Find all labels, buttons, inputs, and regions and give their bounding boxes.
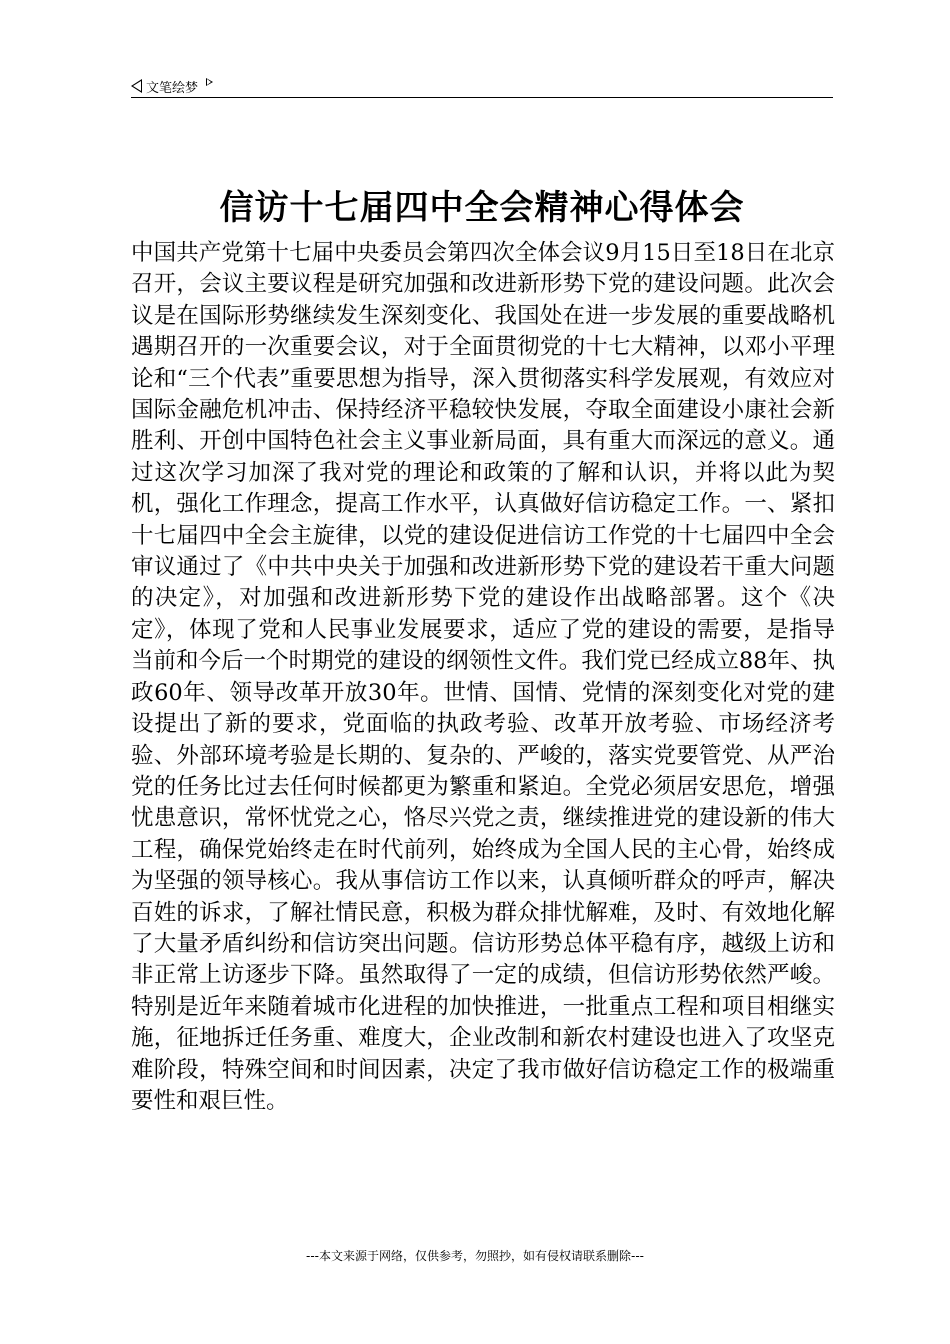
document-title: 信访十七届四中全会精神心得体会 xyxy=(219,188,745,228)
triangle-right-icon xyxy=(206,78,213,86)
header-divider xyxy=(131,97,833,98)
page-header xyxy=(131,74,833,98)
triangle-left-icon xyxy=(131,79,142,93)
header-brand: 文笔绘梦 xyxy=(146,80,199,96)
document-body: 中国共产党第十七届中央委员会第四次全体会议9月15日至18日在北京召开，会议主要议程是研究加强和改进新形势下党的建设问题。此次会议是在国际形势继续发生深刻变化、我国处在进一步发展的重要战略机遇期召开的一次重要会议，对于全面贯彻党的十七大精神，以邓小平理论和“三个代表”重要思想为指导，深入贯彻落实科学发展观，有效应对国际金融危机冲击、保持经济平稳较快发展，夺取全面建设小康社会新胜利、开创中国特色社会主义事业新局面，具有重大而深远的意义。通过这次学习加深了我对党的理论和政策的了解和认识，并将以此为契机，强化工作理念，提高工作水平，认真做好信访稳定工作。一、紧扣十七届四中全会主旋律，以党的建设促进信访工作党的十七届四中全会审议通过了《中共中央关于加强和改进新形势下党的建设若干重大问题的决定》，对加强和改进新形势下党的建设作出战略部署。这个《决定》，体现了党和人民事业发展要求，适应了党的建设的需要，是指导当前和今后一个时期党的建设的纲领性文件。我们党已经成立88年、执政60年、领导改革开放30年。世情、国情、党情的深刻变化对党的建设提出了新的要求，党面临的执政考验、改革开放考验、市场经济考验、外部环境考验是长期的、复杂的、严峻的，落实党要管党、从严治党的任务比过去任何时候都更为繁重和紧迫。全党必须居安思危，增强忧患意识，常怀忧党之心，恪尽兴党之责，继续推进党的建设新的伟大工程，确保党始终走在时代前列，始终成为全国人民的主心骨，始终成为坚强的领导核心。我从事信访工作以来，认真倾听群众的呼声，解决百姓的诉求，了解社情民意，积极为群众排忧解难，及时、有效地化解了大量矛盾纠纷和信访突出问题。信访形势总体平稳有序，越级上访和非正常上访逐步下降。虽然取得了一定的成绩，但信访形势依然严峻。特别是近年来随着城市化进程的加快推进，一批重点工程和项目相继实施，征地拆迁任务重、难度大，企业改制和新农村建设也进入了攻坚克难阶段，特殊空间和时间因素，决定了我市做好信访稳定工作的极端重要性和艰巨性。 xyxy=(131,240,835,1114)
footer-disclaimer: ---本文来源于网络，仅供参考，勿照抄，如有侵权请联系删除--- xyxy=(306,1249,644,1263)
